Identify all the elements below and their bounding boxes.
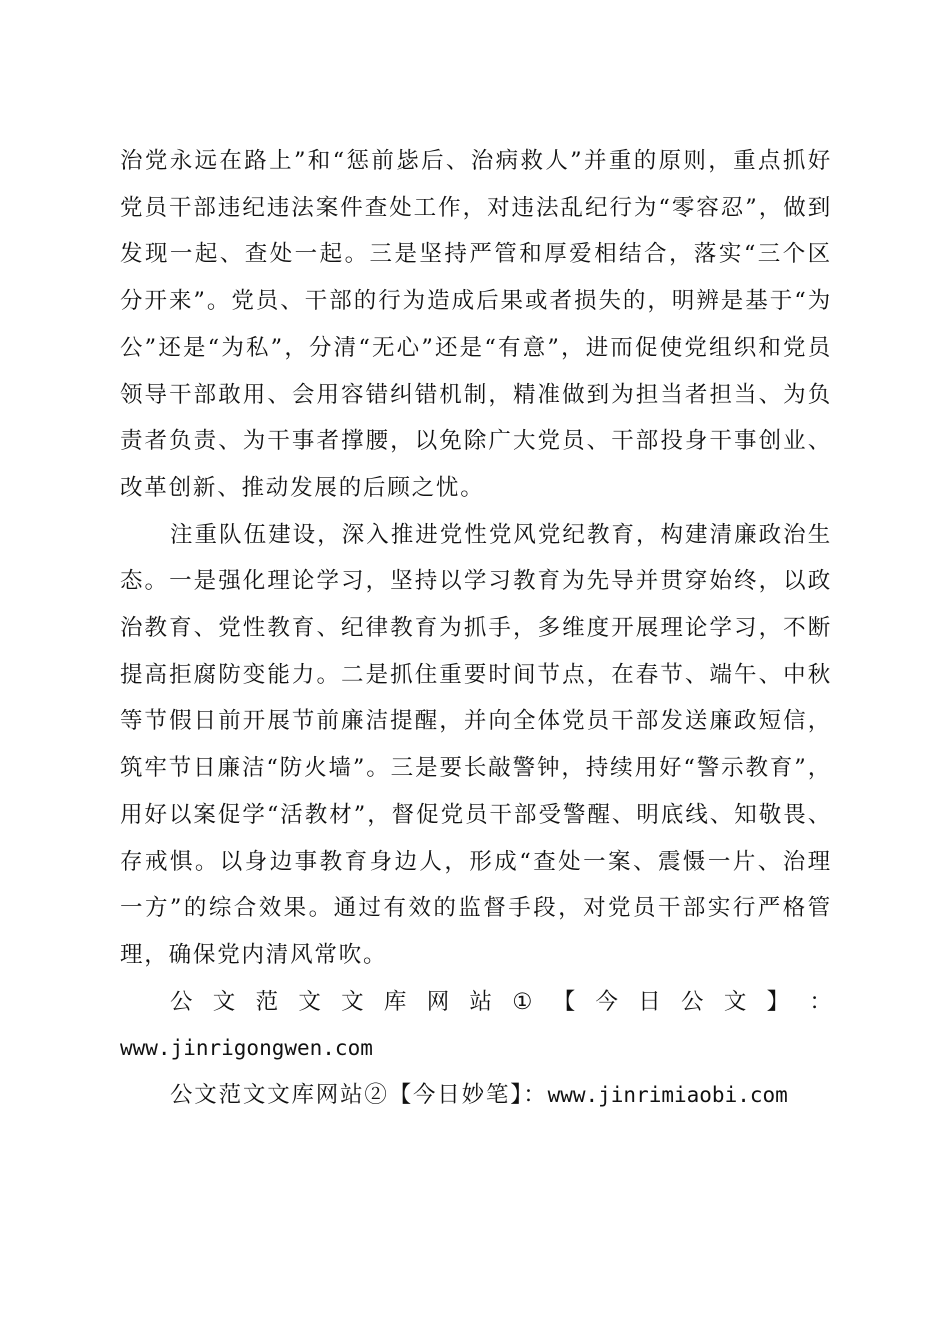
label-char: 站 (469, 988, 492, 1015)
footer-link-2 (120, 1072, 832, 1119)
body-paragraph-1: 治党永远在路上”和“惩前毖后、治病救人”并重的原则，重点抓好党员干部违纪违法案件查处工作，对违法乱纪行为“零容忍”，做到发现一起、查处一起。三是坚持严管和厚爱相结合，落实“三个区分开来”。党员、干部的行为造成后果或者损失的，明辨是基于“为公”还是“为私”，分清“无心”还是“有意”，进而促使党组织和党员领导干部敢用、会用容错纠错机制，精准做到为担当者担当、为负责者负责、为干事者撑腰，以免除广大党员、干部投身干事创业、改革创新、推动发展的后顾之忧。 (120, 148, 832, 501)
label-char: 文 (723, 988, 747, 1015)
footer-link-1-label (120, 979, 832, 1026)
label-char: 文 (212, 988, 236, 1015)
body-paragraph-2: 注重队伍建设，深入推进党性党风党纪教育，构建清廉政治生态。一是强化理论学习，坚持以学习教育为先导并贯穿始终，以政治教育、党性教育、纪律教育为抓手，多维度开展理论学习，不断提高拒腐防变能力。二是抓住重要时间节点，在春节、端午、中秋等节假日前开展节前廉洁提醒，并向全体党员干部发送廉政短信，筑牢节日廉洁“防火墙”。三是要长敲警钟，持续用好“警示教育”，用好以案促学“活教材”，督促党员干部受警醒、明底线、知敬畏、存戒惧。以身边事教育身边人，形成“查处一案、震慑一片、治理一方”的综合效果。通过有效的监督手段，对党员干部实行严格管理，确保党内清风常吹。 (120, 521, 832, 968)
label-char: 日 (638, 988, 661, 1015)
label-char: ： (809, 988, 832, 1015)
label-char: 文 (341, 988, 364, 1015)
label-char: 文 (298, 988, 321, 1015)
label-char: 今 (595, 988, 618, 1015)
footer-link-1-url-line (120, 1025, 832, 1072)
footer-link-2-label: 公文范文文库网站②【今日妙笔】： (170, 1082, 548, 1109)
document-page (120, 138, 832, 1119)
label-char: 公 (170, 988, 193, 1015)
label-char: 【 (552, 988, 576, 1015)
footer-link-1-url[interactable]: www.jinrigongwen.com (120, 1036, 373, 1061)
footer-link-2-url[interactable]: www.jinrimiaobi.com (547, 1083, 788, 1108)
label-char: 】 (766, 988, 790, 1015)
label-char: 网 (426, 988, 450, 1015)
label-char: ① (512, 988, 533, 1015)
label-char: 公 (681, 988, 704, 1015)
label-char: 库 (383, 988, 407, 1015)
label-char: 范 (255, 988, 279, 1015)
footer-link-1 (120, 979, 832, 1072)
